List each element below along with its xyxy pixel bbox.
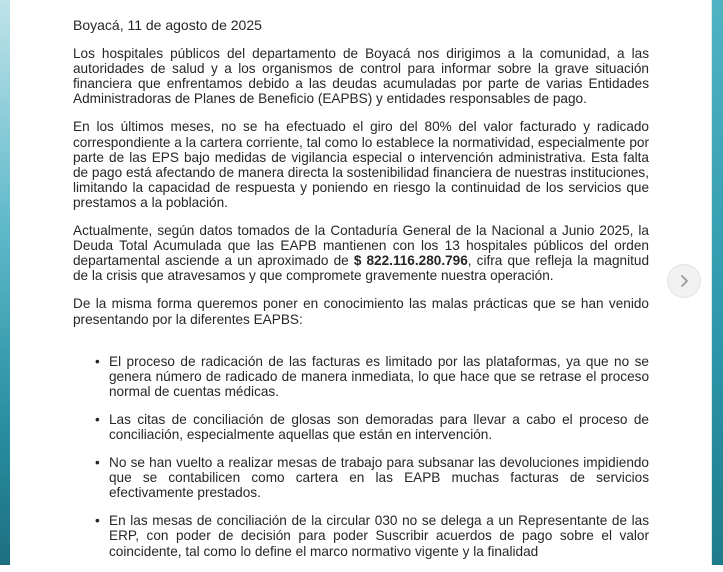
debt-text-start: Actualmente, según datos tomados de la Contaduría General de la Nacional a Junio 2025, la Deuda Total Acumulada que las EAPB mantienen con los 13 hospitales públicos del orden departamental asciende a un aproximado de bbox=[73, 223, 649, 269]
list-item-text: En las mesas de conciliación de la circular 030 no se delega a un Representante de las ERP, con poder de decisión para poder Suscribir acuerdos de pago sobre el valor coincidente, tal como lo define el marco normativo vigente y la finalidad bbox=[109, 513, 649, 559]
list-item bbox=[73, 354, 649, 399]
paragraph-debt bbox=[73, 223, 649, 283]
bullet-icon: • bbox=[95, 411, 100, 427]
bullet-icon: • bbox=[95, 353, 100, 369]
right-accent-stripe bbox=[712, 0, 723, 565]
chevron-right-icon bbox=[677, 274, 691, 288]
list-item-text: No se han vuelto a realizar mesas de trabajo para subsanar las devoluciones impidiendo que se contabilicen como cartera en las EAPB muchas facturas de servicios efectivamente prestados. bbox=[109, 455, 649, 501]
left-accent-stripe bbox=[0, 0, 10, 565]
practices-list bbox=[73, 354, 649, 559]
debt-text-end: , cifra que refleja la magnitud de la crisis que atravesamos y que compromete gravemente nuestra operación. bbox=[73, 253, 650, 284]
list-item-text: El proceso de radicación de las facturas es limitado por las plataformas, ya que no se genera número de radicado de manera inmediata, lo que hace que se retrase el proceso normal de cuentas médicas. bbox=[109, 353, 649, 399]
paragraph-intro: Los hospitales públicos del departamento de Boyacá nos dirigimos a la comunidad, a las autoridades de salud y a los organismos de control para informar sobre la grave situación financiera que enfrentamos debido a las deudas acumuladas por parte de varias Entidades Administradoras de Planes de Beneficio (EAPBS) y entidades responsables de pago. bbox=[73, 46, 649, 107]
list-item bbox=[73, 513, 649, 558]
bullet-icon: • bbox=[95, 455, 100, 471]
list-item-text: Las citas de conciliación de glosas son demoradas para llevar a cabo el proceso de conciliación, especialmente aquellas que están en intervención. bbox=[109, 411, 649, 442]
list-item bbox=[73, 412, 649, 442]
bullet-icon: • bbox=[95, 513, 100, 529]
list-item bbox=[73, 455, 649, 500]
debt-amount: $ 822.116.280.796 bbox=[353, 253, 468, 269]
paragraph-practices: De la misma forma queremos poner en conocimiento las malas prácticas que se han venido presentando por la diferentes EAPBS: bbox=[73, 296, 649, 327]
letter-date: Boyacá, 11 de agosto de 2025 bbox=[73, 17, 262, 33]
paragraph-payments: En los últimos meses, no se ha efectuado el giro del 80% del valor facturado y radicado correspondiente a la cartera corriente, tal como lo establece la normatividad, especialmente por parte de las EPS bajo medidas de vigilancia especial o intervención administrativa. Esta falta de pago está afectando de manera directa la sostenibilidad financiera de nuestras instituciones, limitando la capacidad de respuesta y poniendo en riesgo la continuidad de los servicios que prestamos a la población. bbox=[73, 119, 649, 210]
letter-body bbox=[73, 18, 649, 572]
next-slide-button[interactable] bbox=[667, 264, 701, 298]
